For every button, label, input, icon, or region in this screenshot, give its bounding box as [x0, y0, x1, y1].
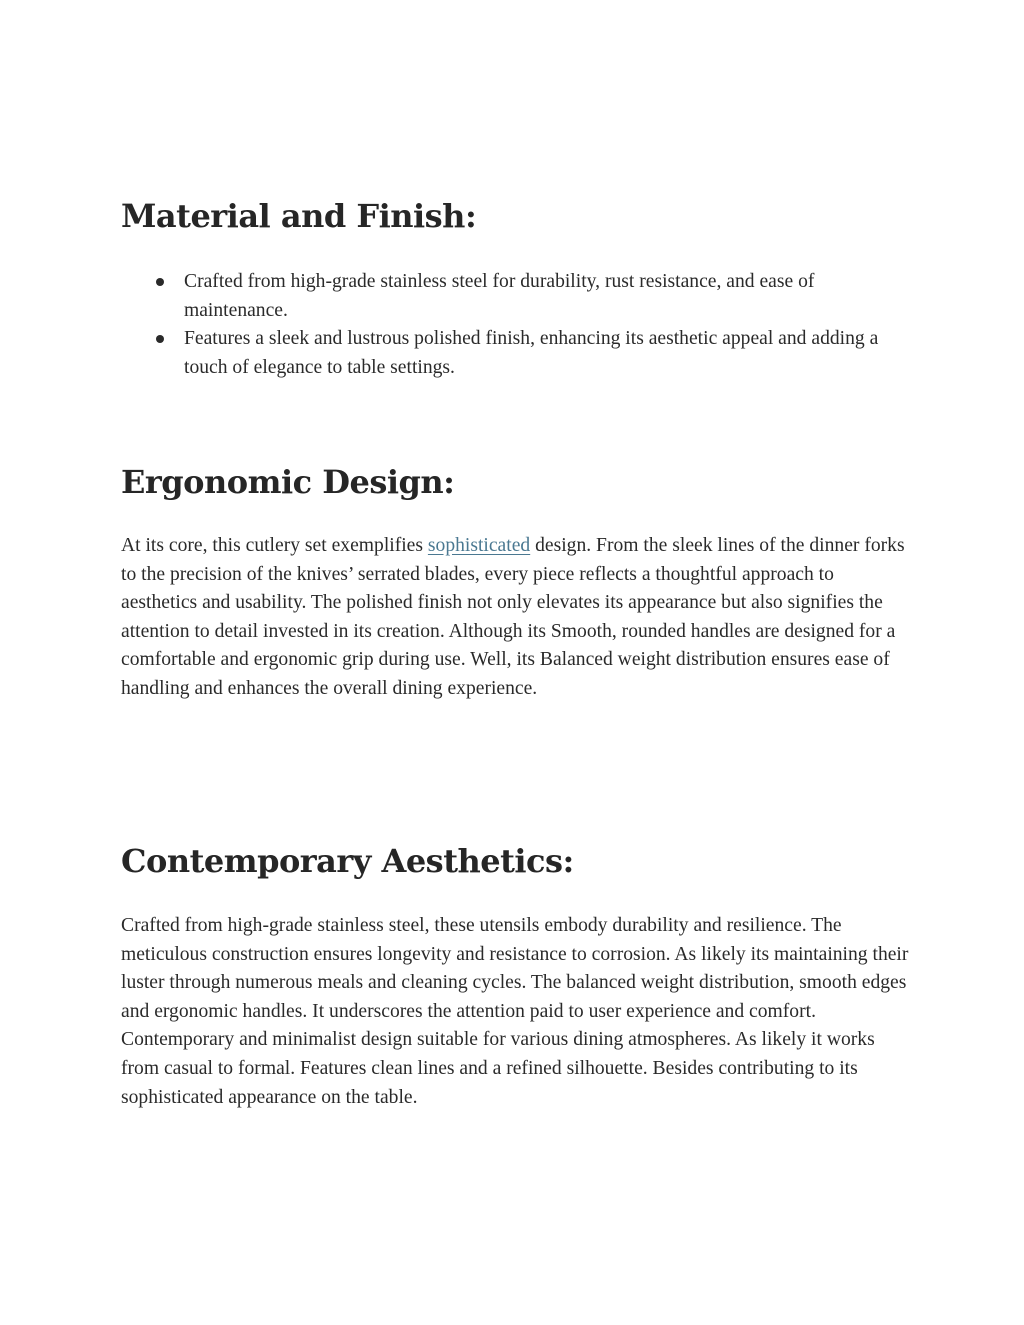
- ergonomic-design-paragraph: [121, 532, 911, 704]
- list-item-text: Crafted from high-grade stainless steel for durability, rust resistance, and ease of maintenance.: [184, 271, 815, 321]
- list-item-text: Features a sleek and lustrous polished finish, enhancing its aesthetic appeal and adding a touch of elegance to table settings.: [184, 328, 879, 378]
- section-heading-ergonomic-design: Ergonomic Design:: [121, 463, 455, 501]
- list-item: [121, 268, 911, 325]
- contemporary-aesthetics-paragraph: Crafted from high-grade stainless steel, these utensils embody durability and resilience. The meticulous construction ensures longevity and resistance to corrosion. As likely its maintaining their luster through numerous meals and cleaning cycles. The balanced weight distribution, smooth edges and ergonomic handles. It underscores the attention paid to user experience and comfort. Contemporary and minimalist design suitable for various dining atmospheres. As likely it works from casual to formal. Features clean lines and a refined silhouette. Besides contributing to its sophisticated appearance on the table.: [121, 915, 909, 1108]
- section-heading-material-and-finish: Material and Finish:: [121, 197, 477, 235]
- material-bullet-list: [121, 268, 911, 382]
- section-heading-contemporary-aesthetics: Contemporary Aesthetics:: [121, 842, 574, 880]
- sophisticated-link[interactable]: sophisticated: [427, 535, 531, 556]
- paragraph-text-before-link: At its core, this cutlery set exemplifies: [121, 535, 428, 556]
- list-item: [121, 325, 911, 382]
- bullet-icon: [156, 335, 164, 343]
- paragraph-text-after-link: design. From the sleek lines of the dinner forks to the precision of the knives’ serrated blades, every piece reflects a thoughtful approach to aesthetics and usability. The polished finish not only elevates its appearance but also signifies the attention to detail invested in its creation. Although its Smooth, rounded handles are designed for a comfortable and ergonomic grip during use. Well, its Balanced weight distribution ensures ease of handling and enhances the overall dining experience.: [121, 535, 905, 699]
- bullet-icon: [156, 278, 164, 286]
